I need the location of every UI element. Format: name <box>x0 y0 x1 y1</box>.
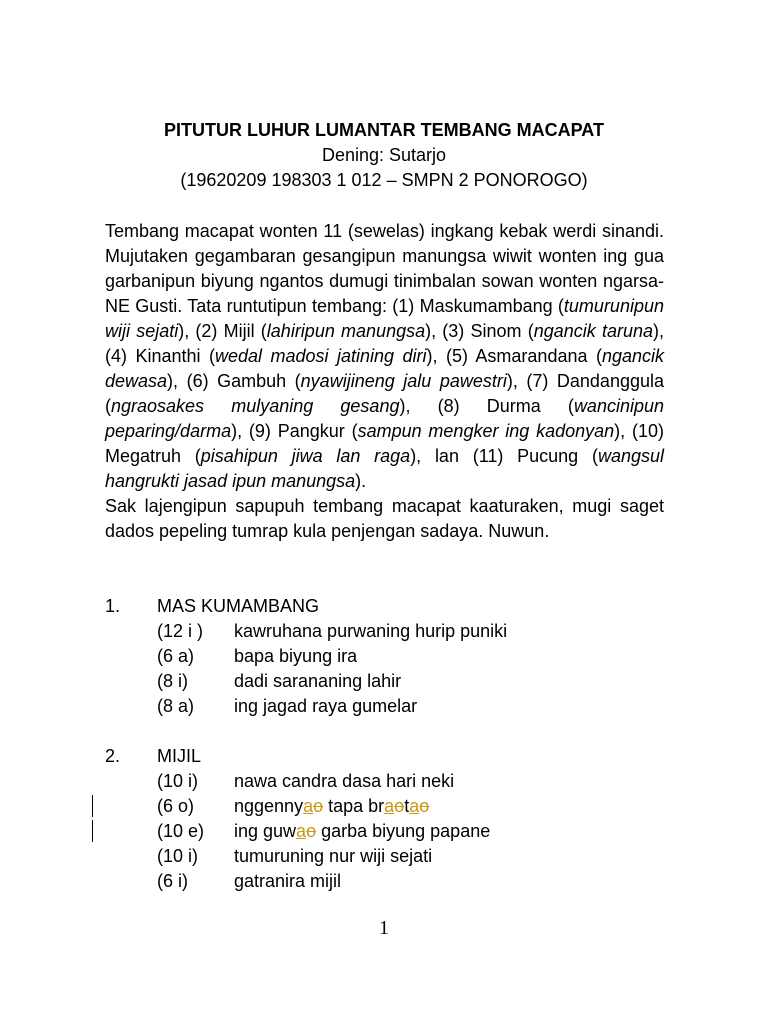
intro-text-run: ), (2) Mijil ( <box>178 321 267 341</box>
deleted-text: o <box>313 796 324 816</box>
intro-text-run: ), (9) Pangkur ( <box>231 421 358 441</box>
intro-text-run: ), (10) Megatruh ( <box>105 421 664 466</box>
intro-emphasis: lahiripun manungsa <box>266 321 426 341</box>
document-title: PITUTUR LUHUR LUMANTAR TEMBANG MACAPAT <box>164 120 604 140</box>
section-title: MIJIL <box>157 746 202 766</box>
verse-text: kawruhana purwaning hurip puniki <box>234 621 508 641</box>
intro-paragraph-2: Sak lajengipun sapupuh tembang macapat kaaturaken, mugi saget dados pepeling tumrap kula penjengan sadaya. Nuwun. <box>105 496 664 541</box>
verse-text: gatranira mijil <box>234 871 342 891</box>
verse-text <box>234 819 490 844</box>
verse-code: (8 a) <box>157 696 195 716</box>
intro-text-run: Tembang macapat wonten 11 (sewelas) ingkang kebak werdi sinandi. Mujutaken gegambaran gesangipun manungsa wiwit wonten ing gua garbanipun biyung ngantos dumugi tinimbalan sowan wonten ngarsa-NE Gusti. Tata runtutipun tembang: (1) Maskumambang ( <box>105 221 664 316</box>
document-header <box>0 118 768 193</box>
verse-text: ing jagad raya gumelar <box>234 696 418 716</box>
inserted-text: a <box>296 821 307 841</box>
section-title: MAS KUMAMBANG <box>157 596 320 616</box>
deleted-text: o <box>394 796 405 816</box>
text-run: garba biyung papane <box>316 821 491 841</box>
intro-text-run: ), (5) Asmarandana ( <box>426 346 602 366</box>
intro-emphasis: ngancik dewasa <box>105 346 664 391</box>
verse-code: (6 a) <box>157 646 195 666</box>
intro-emphasis: nyawijineng jalu pawestri <box>300 371 507 391</box>
section-number: 2. <box>105 746 121 766</box>
verse-code: (6 o) <box>157 796 195 816</box>
text-run: t <box>404 796 410 816</box>
intro-text-run: ), (7) Dandanggula ( <box>105 371 664 416</box>
verse-code: (10 e) <box>157 821 205 841</box>
verse-text: bapa biyung ira <box>234 646 358 666</box>
inserted-text: a <box>303 796 314 816</box>
verse-code: (10 i) <box>157 846 199 866</box>
change-bar <box>92 820 93 842</box>
section-mas-kumambang <box>105 594 665 719</box>
intro-text-run: ), (3) Sinom ( <box>425 321 534 341</box>
verse-text: nawa candra dasa hari neki <box>234 771 455 791</box>
intro-text-run: ), (4) Kinanthi ( <box>105 321 664 366</box>
text-run: tapa br <box>323 796 385 816</box>
inserted-text: a <box>409 796 420 816</box>
verse-text: tumuruning nur wiji sejati <box>234 846 433 866</box>
intro-text-run: ), lan (11) Pucung ( <box>410 446 598 466</box>
verse-code: (10 i) <box>157 771 199 791</box>
intro-text-run: ), (8) Durma ( <box>399 396 574 416</box>
intro-emphasis: sampun mengker ing kadonyan <box>357 421 615 441</box>
intro-emphasis: wancinipun peparing/darma <box>105 396 664 441</box>
intro-emphasis: ngancik taruna <box>533 321 653 341</box>
intro-emphasis: wedal madosi jatining diri <box>214 346 427 366</box>
verse-text: dadi sarananing lahir <box>234 671 402 691</box>
page-number: 1 <box>379 917 389 939</box>
intro-emphasis: pisahipun jiwa lan raga <box>200 446 411 466</box>
intro-text-run: ), (6) Gambuh ( <box>167 371 301 391</box>
inserted-text: a <box>384 796 395 816</box>
intro-paragraph-1 <box>105 219 664 494</box>
section-mijil <box>105 744 665 894</box>
intro-text-run: ). <box>355 471 367 491</box>
text-run: nggenny <box>234 796 304 816</box>
affiliation-line: (19620209 198303 1 012 – SMPN 2 PONOROGO) <box>180 170 588 190</box>
author-line: Dening: Sutarjo <box>321 145 447 165</box>
intro-emphasis: ngraosakes mulyaning gesang <box>111 396 400 416</box>
change-bar <box>92 795 93 817</box>
section-number: 1. <box>105 596 121 616</box>
verse-code: (6 i) <box>157 871 188 891</box>
verse-text <box>234 794 429 819</box>
intro-emphasis: wangsul hangrukti jasad ipun manungsa <box>105 446 664 491</box>
text-run: ing guw <box>234 821 297 841</box>
intro-emphasis: tumurunipun wiji sejati <box>105 296 664 341</box>
intro-text <box>105 219 664 544</box>
deleted-text: o <box>419 796 430 816</box>
deleted-text: o <box>306 821 317 841</box>
verse-code: (8 i) <box>157 671 188 691</box>
verse-code: (12 i ) <box>157 621 204 641</box>
